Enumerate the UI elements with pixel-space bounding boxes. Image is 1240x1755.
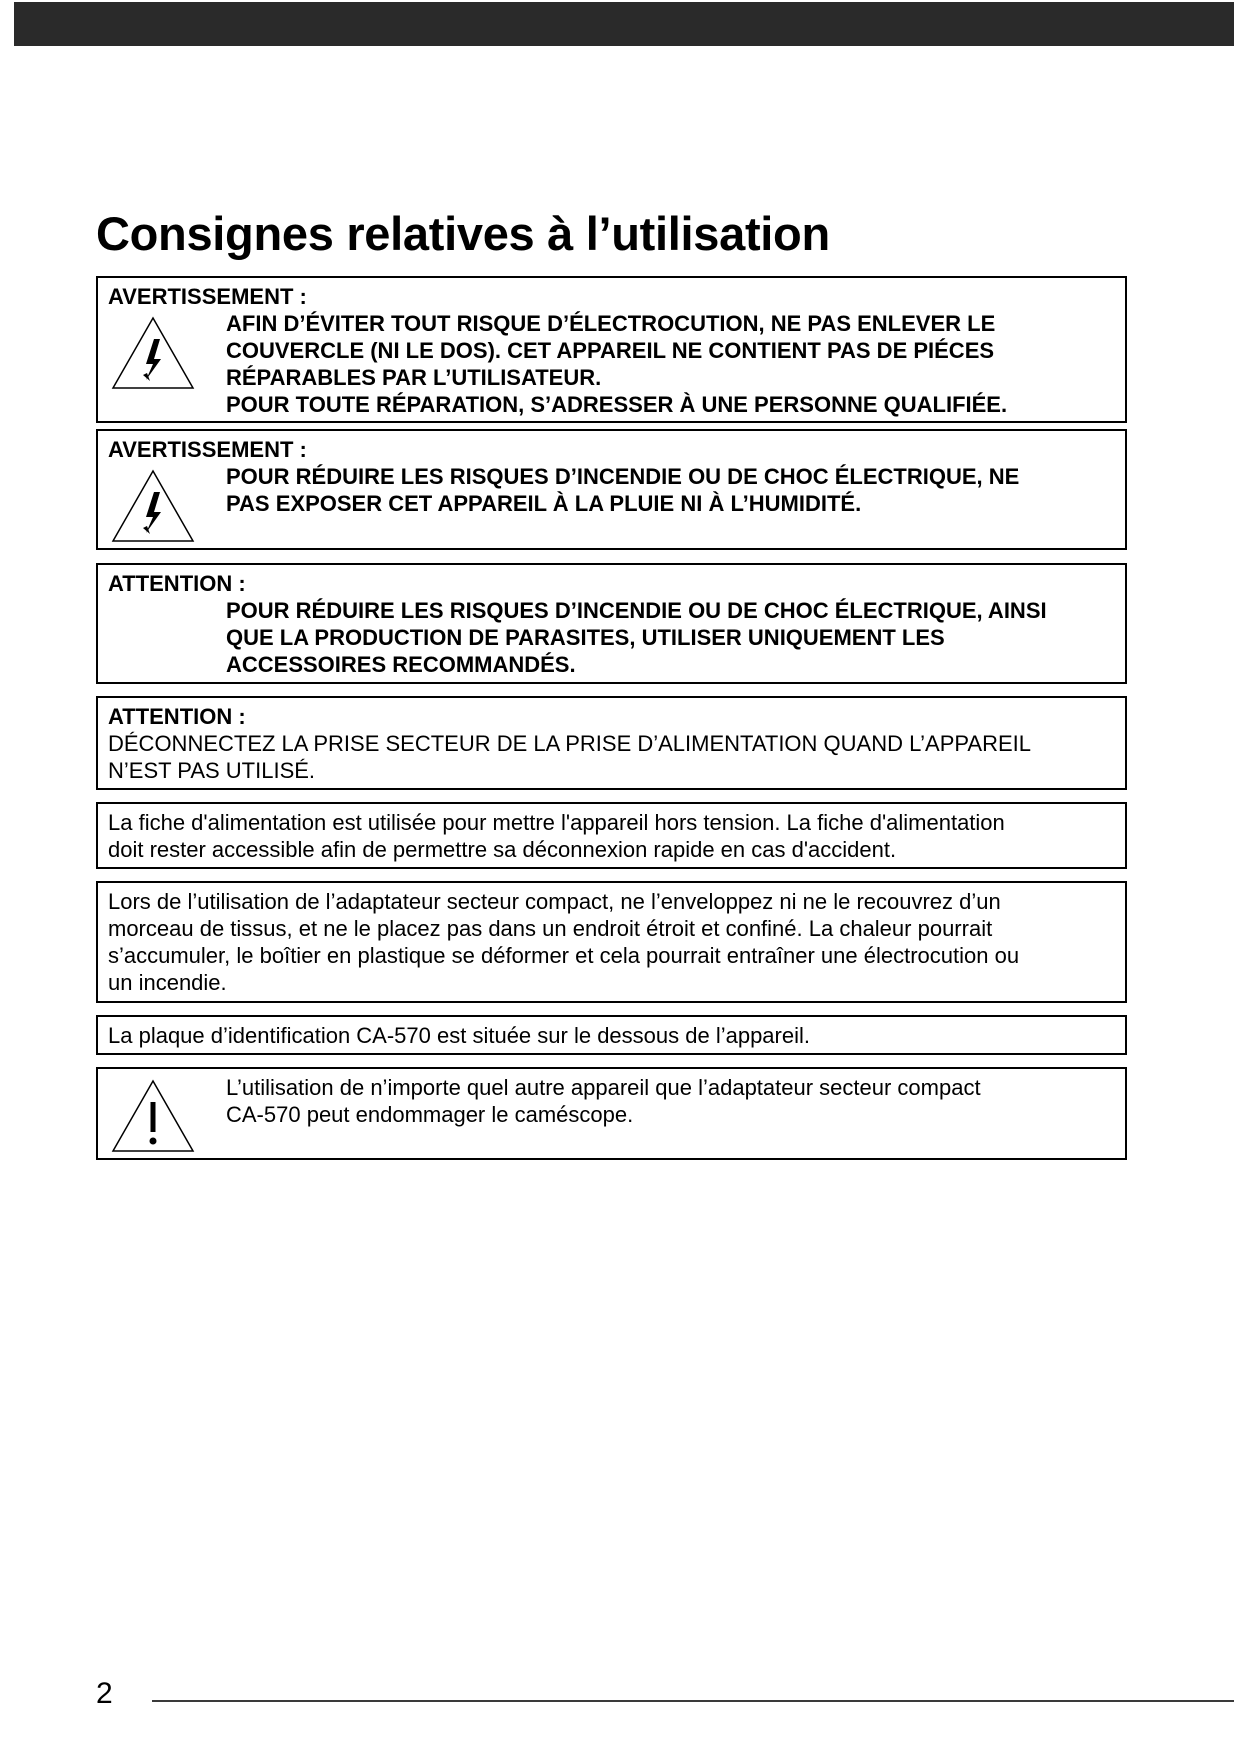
exclamation-warning-icon [110,1078,196,1154]
notice-line: RÉPARABLES PAR L’UTILISATEUR. [226,365,602,390]
page-number: 2 [96,1677,113,1710]
other-adapter-warning-box [96,1067,1127,1160]
caution-accessories-box [96,563,1127,684]
notice-line: CA-570 peut endommager le caméscope. [226,1102,634,1127]
electric-shock-warning-icon [110,315,196,391]
notice-label: ATTENTION : [108,704,246,729]
warning-electric-shock-box [96,276,1127,423]
notice-line: AFIN D’ÉVITER TOUT RISQUE D’ÉLECTROCUTION, NE PAS ENLEVER LE [226,311,996,336]
adapter-cover-box [96,881,1127,1003]
notice-line: DÉCONNECTEZ LA PRISE SECTEUR DE LA PRISE D’ALIMENTATION QUAND L’APPAREIL [108,731,1031,756]
electric-shock-warning-icon [110,468,196,544]
notice-line: s’accumuler, le boîtier en plastique se déformer et cela pourrait entraîner une électrocution ou [108,943,1020,968]
notice-line: un incendie. [108,970,227,995]
warning-rain-humidity-box [96,429,1127,550]
notice-line: COUVERCLE (NI LE DOS). CET APPAREIL NE CONTIENT PAS DE PIÉCES [226,338,995,363]
notice-line: PAS EXPOSER CET APPAREIL À LA PLUIE NI À L’HUMIDITÉ. [226,491,862,516]
notice-line: ACCESSOIRES RECOMMANDÉS. [226,652,576,677]
notice-line: La fiche d'alimentation est utilisée pour mettre l'appareil hors tension. La fiche d'alimentation [108,810,1005,835]
notice-line: POUR RÉDUIRE LES RISQUES D’INCENDIE OU DE CHOC ÉLECTRIQUE, AINSI [226,598,1047,623]
notice-label: AVERTISSEMENT : [108,284,307,309]
page-title: Consignes relatives à l’utilisation [96,207,830,260]
id-plate-box [96,1015,1127,1055]
notice-line: doit rester accessible afin de permettre sa déconnexion rapide en cas d'accident. [108,837,897,862]
notice-line: La plaque d’identification CA-570 est située sur le dessous de l’appareil. [108,1023,810,1048]
footer-rule [152,1700,1234,1702]
notice-line: POUR TOUTE RÉPARATION, S’ADRESSER À UNE PERSONNE QUALIFIÉE. [226,392,1008,417]
caution-unplug-box [96,696,1127,790]
notice-line: Lors de l’utilisation de l’adaptateur secteur compact, ne l’enveloppez ni ne le recouvrez d’un [108,889,1001,914]
notice-line: morceau de tissus, et ne le placez pas dans un endroit étroit et confiné. La chaleur pourrait [108,916,993,941]
notice-label: AVERTISSEMENT : [108,437,307,462]
plug-info-box [96,802,1127,869]
notice-line: POUR RÉDUIRE LES RISQUES D’INCENDIE OU DE CHOC ÉLECTRIQUE, NE [226,464,1020,489]
notice-label: ATTENTION : [108,571,246,596]
notice-line: L’utilisation de n’importe quel autre appareil que l’adaptateur secteur compact [226,1075,981,1100]
notice-line: QUE LA PRODUCTION DE PARASITES, UTILISER UNIQUEMENT LES [226,625,945,650]
header-bar [14,2,1234,46]
notice-line: N’EST PAS UTILISÉ. [108,758,316,783]
